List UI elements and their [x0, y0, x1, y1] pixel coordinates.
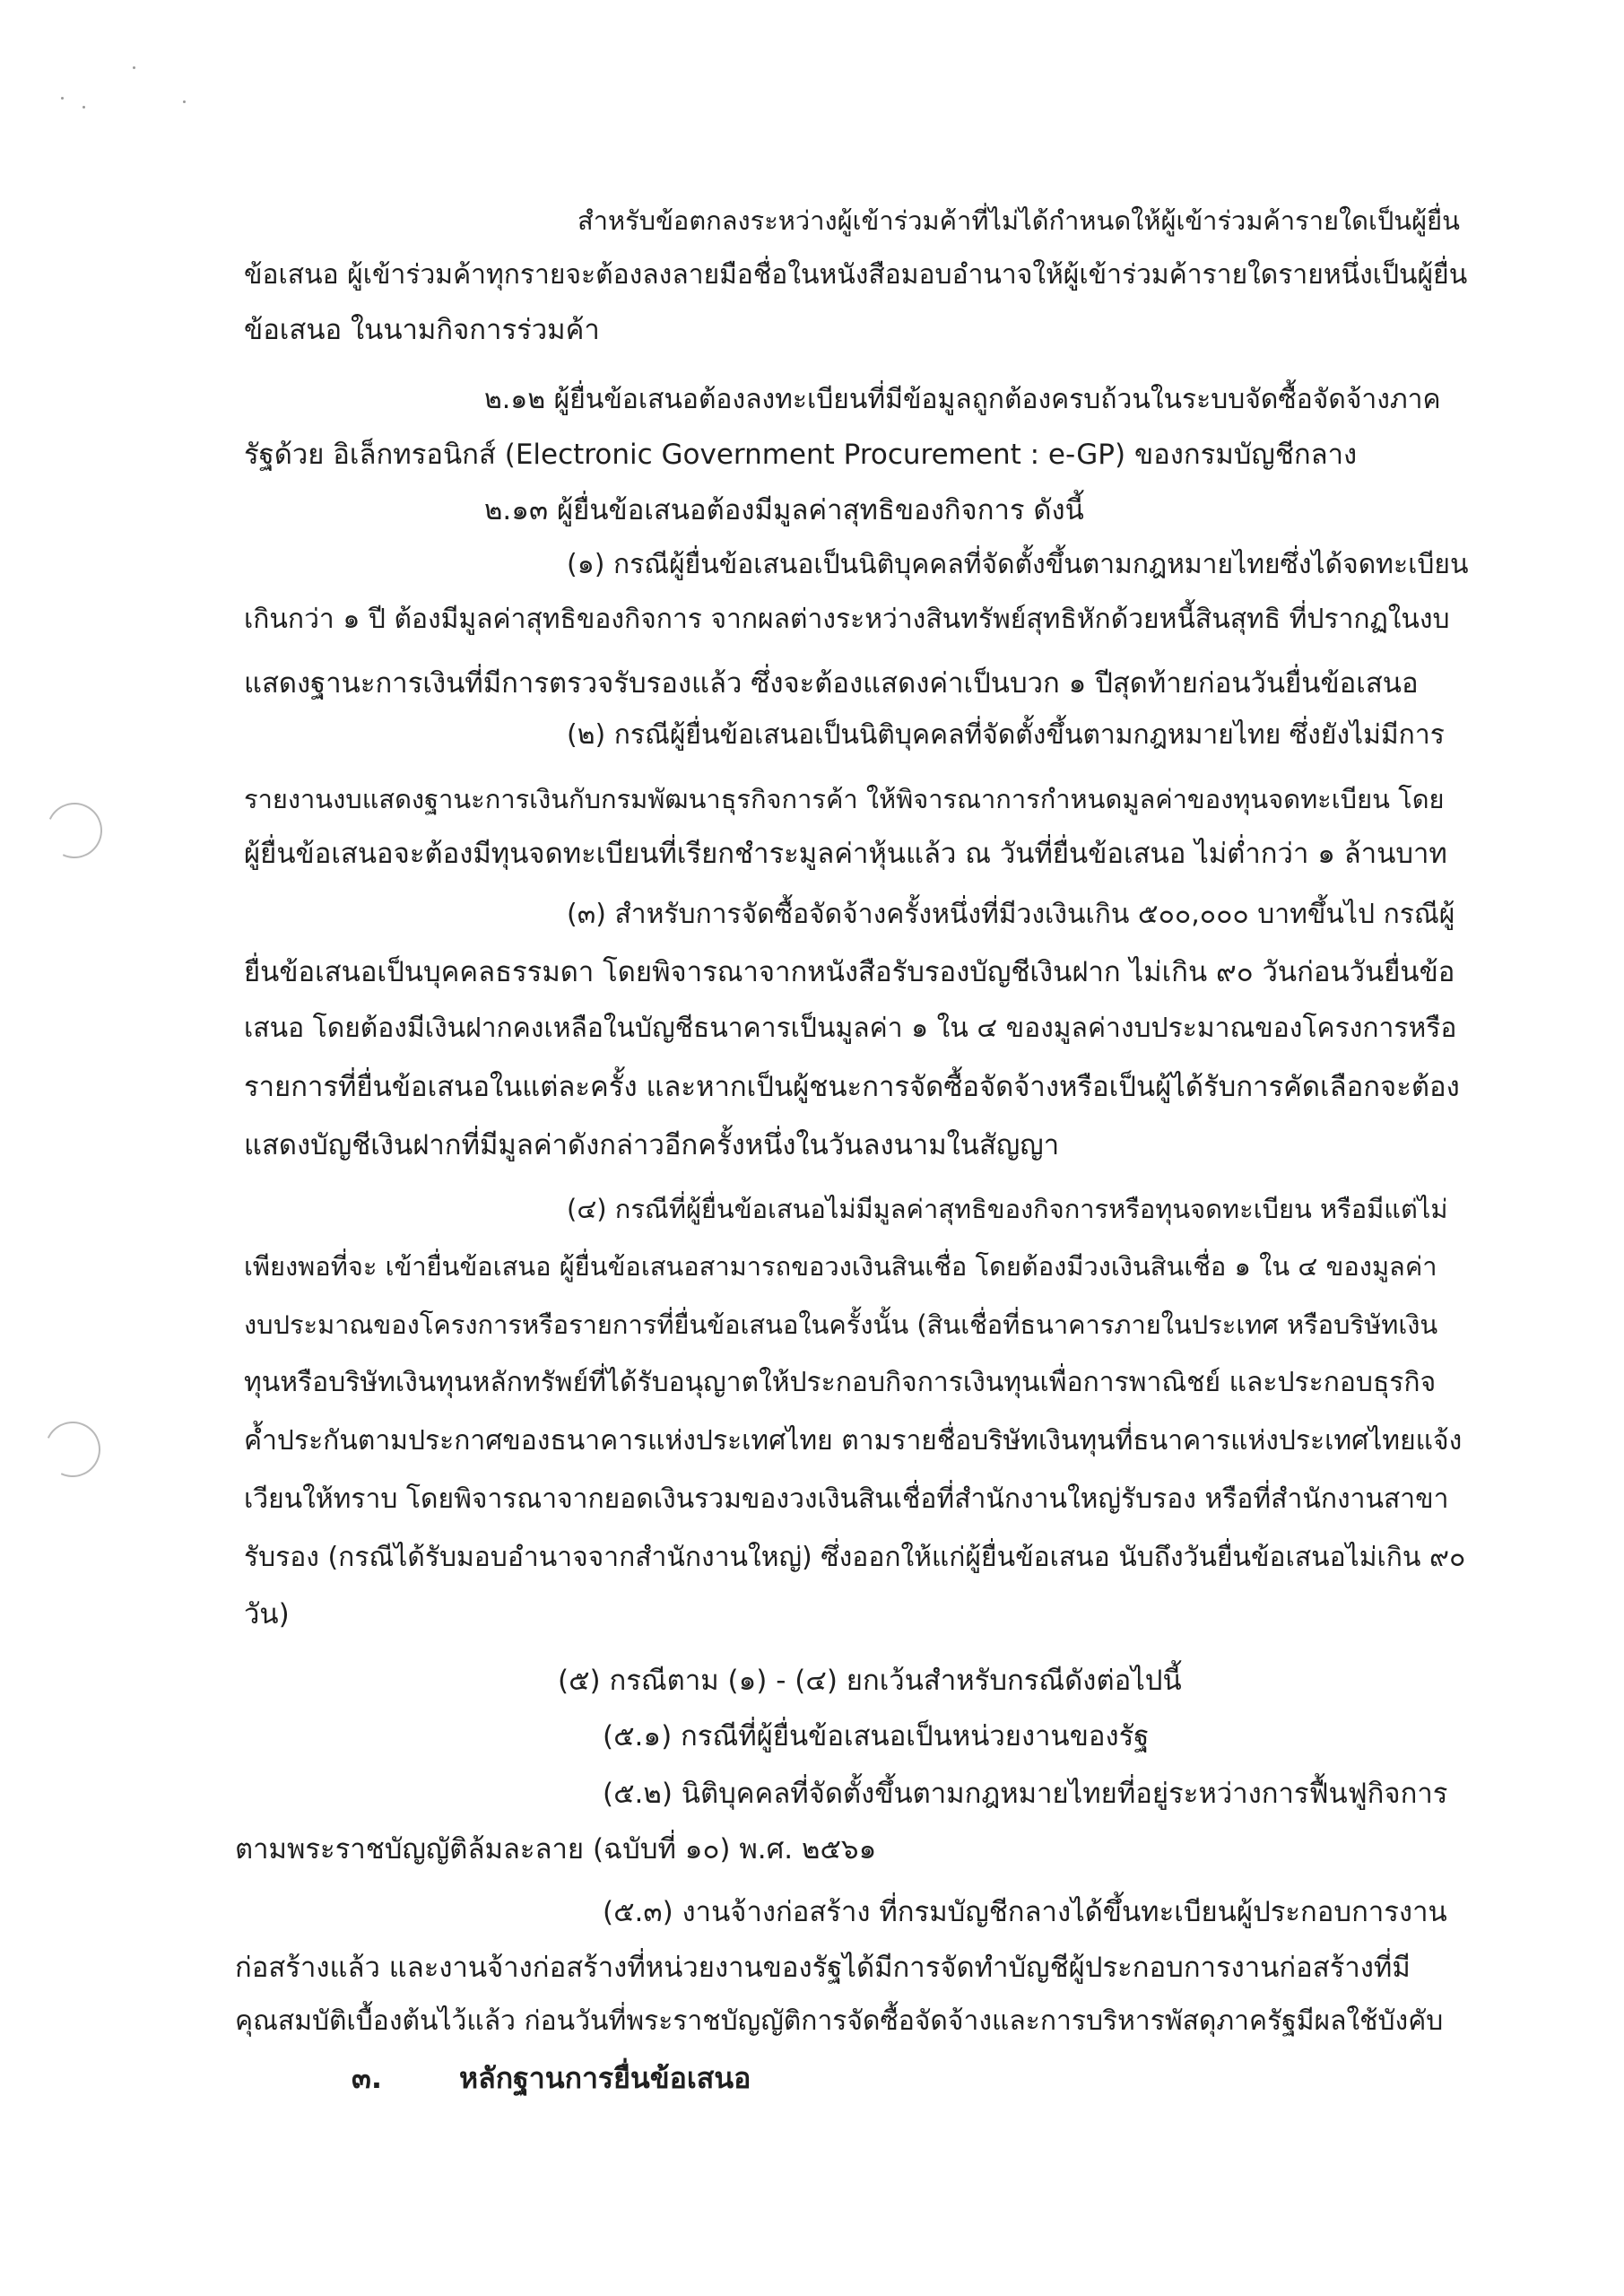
paragraph-line: วัน) — [244, 1598, 290, 1631]
paragraph-line: ข้อเสนอ ในนามกิจการร่วมค้า — [244, 314, 600, 346]
paragraph-line: (๓) สำหรับการจัดซื้อจัดจ้างครั้งหนึ่งที่มีวงเงินเกิน ๕๐๐,๐๐๐ บาทขึ้นไป กรณีผู้ — [567, 899, 1455, 930]
paragraph-line: (๒) กรณีผู้ยื่นข้อเสนอเป็นนิติบุคคลที่จัดตั้งขึ้นตามกฎหมายไทย ซึ่งยังไม่มีการ — [567, 719, 1445, 751]
paragraph-line: รายการที่ยื่นข้อเสนอในแต่ละครั้ง และหากเป็นผู้ชนะการจัดซื้อจัดจ้างหรือเป็นผู้ได้รับการคัดเลือกจะต้อง — [244, 1071, 1460, 1103]
section-heading: หลักฐานการยื่นข้อเสนอ — [459, 2061, 751, 2095]
paragraph-line: แสดงบัญชีเงินฝากที่มีมูลค่าดังกล่าวอีกครั้งหนึ่งในวันลงนามในสัญญา — [244, 1129, 1060, 1161]
paragraph-line: แสดงฐานะการเงินที่มีการตรวจรับรองแล้ว ซึ่งจะต้องแสดงค่าเป็นบวก ๑ ปีสุดท้ายก่อนวันยื่นข้อเสนอ — [244, 667, 1419, 700]
paragraph-line: (๑) กรณีผู้ยื่นข้อเสนอเป็นนิติบุคคลที่จัดตั้งขึ้นตามกฎหมายไทยซึ่งได้จดทะเบียน — [567, 549, 1469, 580]
paragraph-line: (๕.๓) งานจ้างก่อสร้าง ที่กรมบัญชีกลางได้ขึ้นทะเบียนผู้ประกอบการงาน — [603, 1896, 1447, 1928]
paragraph-line: เวียนให้ทราบ โดยพิจารณาจากยอดเงินรวมของวงเงินสินเชื่อที่สำนักงานใหญ่รับรอง หรือที่สำนักงานสาขา — [244, 1483, 1449, 1515]
paragraph-line: คุณสมบัติเบื้องต้นไว้แล้ว ก่อนวันที่พระราชบัญญัติการจัดซื้อจัดจ้างและการบริหารพัสดุภาครัฐมีผลใช้บังคับ — [235, 2005, 1444, 2037]
paragraph-line: (๕.๒) นิติบุคคลที่จัดตั้งขึ้นตามกฎหมายไทยที่อยู่ระหว่างการฟื้นฟูกิจการ — [603, 1778, 1448, 1810]
paragraph-line: (๔) กรณีที่ผู้ยื่นข้อเสนอไม่มีมูลค่าสุทธิของกิจการหรือทุนจดทะเบียน หรือมีแต่ไม่ — [567, 1194, 1448, 1224]
paragraph-line: (๕) กรณีตาม (๑) - (๔) ยกเว้นสำหรับกรณีดังต่อไปนี้ — [558, 1665, 1182, 1697]
paragraph-line: ๒.๑๒ ผู้ยื่นข้อเสนอต้องลงทะเบียนที่มีข้อมูลถูกต้องครบถ้วนในระบบจัดซื้อจัดจ้างภาค — [484, 384, 1441, 415]
scan-speck — [133, 66, 135, 69]
paragraph-line: เพียงพอที่จะ เข้ายื่นข้อเสนอ ผู้ยื่นข้อเสนอสามารถขอวงเงินสินเชื่อ โดยต้องมีวงเงินสินเชื่อ ๑ ใน ๔ ของมูลค่า — [244, 1251, 1437, 1282]
paragraph-line: งบประมาณของโครงการหรือรายการที่ยื่นข้อเสนอในครั้งนั้น (สินเชื่อที่ธนาคารภายในประเทศ หรือบริษัทเงิน — [244, 1309, 1438, 1340]
punch-hole-mark — [37, 1413, 108, 1484]
paragraph-line: สำหรับข้อตกลงระหว่างผู้เข้าร่วมค้าที่ไม่ได้กำหนดให้ผู้เข้าร่วมค้ารายใดเป็นผู้ยื่น — [578, 205, 1460, 236]
scan-speck — [183, 100, 186, 103]
paragraph-line: ค้ำประกันตามประกาศของธนาคารแห่งประเทศไทย ตามรายชื่อบริษัทเงินทุนที่ธนาคารแห่งประเทศไทยแจ้ง — [244, 1425, 1463, 1457]
paragraph-line: ทุนหรือบริษัทเงินทุนหลักทรัพย์ที่ได้รับอนุญาตให้ประกอบกิจการเงินทุนเพื่อการพาณิชย์ และประกอบธุรกิจ — [244, 1367, 1437, 1398]
punch-hole-mark — [39, 795, 109, 865]
paragraph-line: ตามพระราชบัญญัติล้มละลาย (ฉบับที่ ๑๐) พ.ศ. ๒๕๖๑ — [235, 1833, 877, 1866]
paragraph-line: รับรอง (กรณีได้รับมอบอำนาจจากสำนักงานใหญ่) ซึ่งออกให้แก่ผู้ยื่นข้อเสนอ นับถึงวันยื่นข้อเสนอไม่เกิน ๙๐ — [244, 1542, 1466, 1573]
paragraph-line: (๕.๑) กรณีที่ผู้ยื่นข้อเสนอเป็นหน่วยงานของรัฐ — [603, 1720, 1150, 1752]
scan-speck — [83, 106, 85, 109]
section-number: ๓. — [352, 2061, 383, 2095]
paragraph-line: รายงานงบแสดงฐานะการเงินกับกรมพัฒนาธุรกิจการค้า ให้พิจารณาการกำหนดมูลค่าของทุนจดทะเบียน โดย — [244, 784, 1445, 814]
paragraph-line: รัฐด้วย อิเล็กทรอนิกส์ (Electronic Government Procurement : e-GP) ของกรมบัญชีกลาง — [244, 439, 1358, 471]
paragraph-line: เสนอ โดยต้องมีเงินฝากคงเหลือในบัญชีธนาคารเป็นมูลค่า ๑ ใน ๔ ของมูลค่างบประมาณของโครงการหรือ — [244, 1013, 1457, 1044]
paragraph-line: ผู้ยื่นข้อเสนอจะต้องมีทุนจดทะเบียนที่เรียกชำระมูลค่าหุ้นแล้ว ณ วันที่ยื่นข้อเสนอ ไม่ต่ำกว่า ๑ ล้านบาท — [244, 838, 1447, 870]
scan-speck — [61, 97, 64, 100]
paragraph-line: ก่อสร้างแล้ว และงานจ้างก่อสร้างที่หน่วยงานของรัฐได้มีการจัดทำบัญชีผู้ประกอบการงานก่อสร้างที่มี — [235, 1952, 1411, 1984]
paragraph-line: ๒.๑๓ ผู้ยื่นข้อเสนอต้องมีมูลค่าสุทธิของกิจการ ดังนี้ — [484, 494, 1084, 526]
paragraph-line: ข้อเสนอ ผู้เข้าร่วมค้าทุกรายจะต้องลงลายมือชื่อในหนังสือมอบอำนาจให้ผู้เข้าร่วมค้ารายใดรายหนึ่งเป็นผู้ยื่น — [244, 259, 1468, 291]
paragraph-line: เกินกว่า ๑ ปี ต้องมีมูลค่าสุทธิของกิจการ จากผลต่างระหว่างสินทรัพย์สุทธิหักด้วยหนี้สินสุทธิ ที่ปรากฏในงบ — [244, 604, 1450, 635]
paragraph-line: ยื่นข้อเสนอเป็นบุคคลธรรมดา โดยพิจารณาจากหนังสือรับรองบัญชีเงินฝาก ไม่เกิน ๙๐ วันก่อนวันยื่นข้อ — [244, 956, 1455, 988]
